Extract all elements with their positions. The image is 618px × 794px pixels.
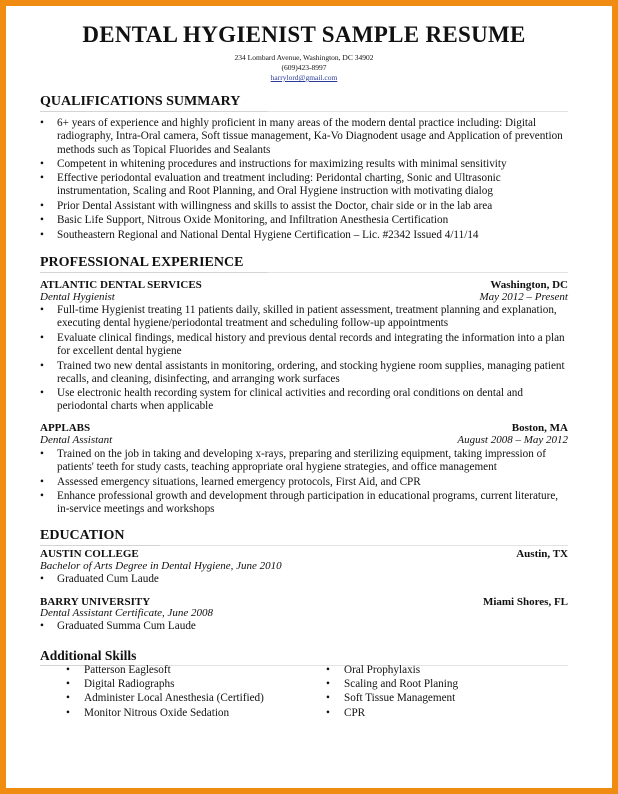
bullet-icon: • bbox=[66, 678, 70, 690]
bullet-icon: • bbox=[40, 214, 44, 226]
bullet-icon: • bbox=[40, 573, 44, 585]
school-location: Miami Shores, FL bbox=[482, 596, 568, 608]
bullet-icon: • bbox=[40, 490, 44, 502]
contact-phone: (609)423-8997 bbox=[281, 63, 327, 72]
section-divider bbox=[268, 111, 568, 112]
bullet-icon: • bbox=[40, 476, 44, 488]
section-divider bbox=[160, 545, 568, 546]
job-location: Boston, MA bbox=[511, 422, 568, 434]
bullet-icon: • bbox=[40, 229, 44, 241]
school-degree: Dental Assistant Certificate, June 2008 bbox=[40, 607, 214, 619]
job-role: Dental Hygienist bbox=[40, 291, 115, 303]
resume-title: DENTAL HYGIENIST SAMPLE RESUME bbox=[82, 22, 526, 47]
bullet-icon: • bbox=[40, 117, 44, 129]
bullet-icon: • bbox=[40, 332, 44, 344]
qualifications-heading: QUALIFICATIONS SUMMARY bbox=[40, 94, 268, 112]
bullet-icon: • bbox=[326, 692, 330, 704]
job-dates: May 2012 – Present bbox=[479, 291, 568, 303]
school-name: BARRY UNIVERSITY bbox=[40, 596, 151, 608]
bullet-icon: • bbox=[66, 664, 70, 676]
bullet-icon: • bbox=[40, 200, 44, 212]
bullet-icon: • bbox=[40, 620, 44, 632]
school-degree: Bachelor of Arts Degree in Dental Hygiene, June 2010 bbox=[40, 560, 282, 572]
bullet-icon: • bbox=[40, 360, 44, 372]
skills-heading: Additional Skills bbox=[40, 648, 160, 666]
bullet-icon: • bbox=[40, 448, 44, 460]
bullet-icon: • bbox=[40, 172, 44, 184]
school-name: AUSTIN COLLEGE bbox=[40, 548, 139, 560]
bullet-icon: • bbox=[326, 678, 330, 690]
bullet-icon: • bbox=[66, 692, 70, 704]
bullet-icon: • bbox=[66, 707, 70, 719]
job-dates: August 2008 – May 2012 bbox=[457, 434, 568, 446]
bullet-icon: • bbox=[326, 707, 330, 719]
contact-email[interactable]: harrylord@gmail.com bbox=[270, 73, 338, 82]
job-location: Washington, DC bbox=[490, 279, 568, 291]
section-divider bbox=[268, 272, 568, 273]
experience-heading: PROFESSIONAL EXPERIENCE bbox=[40, 255, 268, 273]
contact-address: 234 Lombard Avenue, Washington, DC 34902 bbox=[234, 53, 374, 62]
bullet-icon: • bbox=[40, 158, 44, 170]
school-location: Austin, TX bbox=[516, 548, 568, 560]
education-heading: EDUCATION bbox=[40, 528, 160, 546]
job-company: ATLANTIC DENTAL SERVICES bbox=[40, 279, 202, 291]
job-role: Dental Assistant bbox=[40, 434, 113, 446]
bullet-icon: • bbox=[40, 387, 44, 399]
job-company: APPLABS bbox=[40, 422, 91, 434]
bullet-icon: • bbox=[40, 304, 44, 316]
bullet-icon: • bbox=[326, 664, 330, 676]
